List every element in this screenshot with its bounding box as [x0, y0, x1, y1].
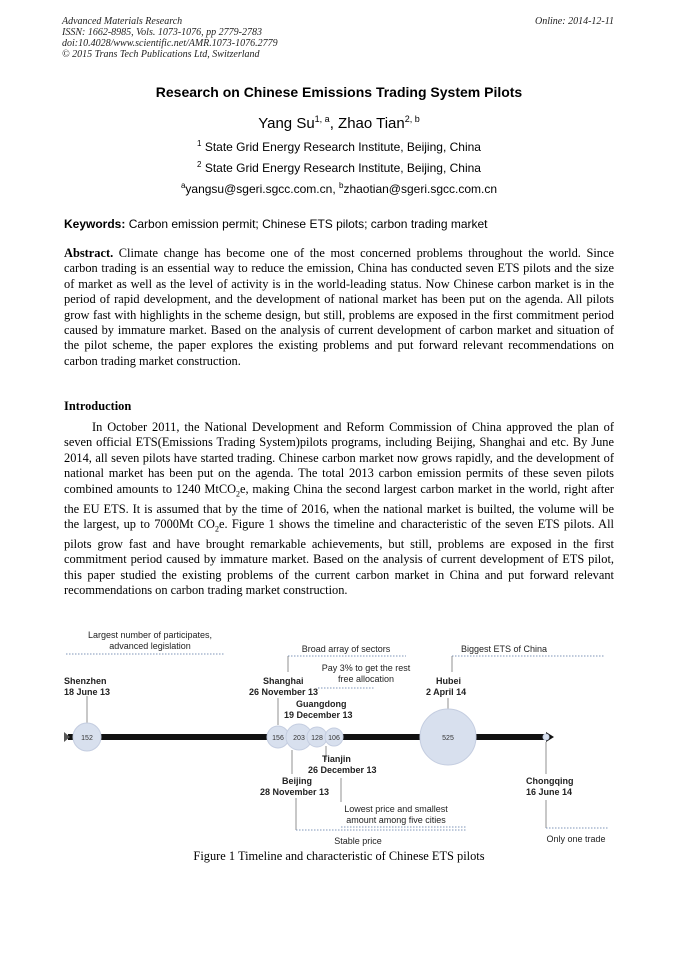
- shenzhen-value: 152: [81, 735, 93, 742]
- affiliation-2-text: State Grid Energy Research Institute, Beijing, China: [201, 161, 481, 175]
- email-a[interactable]: yangsu@sgeri.sgcc.com.cn,: [185, 182, 339, 196]
- shanghai-name: Shanghai: [263, 676, 304, 686]
- shanghai-date: 26 November 13: [249, 687, 319, 697]
- shenzhen-note-1: Largest number of participates,: [87, 630, 213, 640]
- shenzhen-name: Shenzhen: [64, 676, 107, 686]
- timeline-start-marker: [64, 732, 70, 742]
- shanghai-value: 156: [272, 735, 284, 742]
- doi: doi:10.4028/www.scientific.net/AMR.1073-1076.2779: [62, 38, 278, 49]
- beijing-value: 203: [293, 735, 305, 742]
- intro-text-2: e, making China the second largest carbon market in the world, right after the EU ETS. It is assumed that by the time of 2016, when the national market is builted, the volume will be the largest, up to 7000Mt CO: [64, 481, 614, 531]
- beijing-note: Stable price: [334, 836, 382, 846]
- abstract-text: Climate change has become one of the most concerned problems throughout the world. Since carbon trading is an essential way to reduce the emission, China has conducted seven ETS pilots and the size of market as well as the level of activity is in the world-leading status. Now Chinese carbon market is in the period of rapid development, and the development of national market has been put on the agenda. All pilots grow fast with highlights in the scheme design, but still, problems are exposed in the first commitment period caused by immature market. Based on the analysis of current development of carbon market and situation of the pilot scheme, the paper explores the existing problems and put forward relevant recommendations on carbon trading market construction.: [64, 246, 614, 368]
- shenzhen-date: 18 June 13: [64, 687, 111, 697]
- author-1: Yang Su: [258, 115, 315, 132]
- journal-header: [62, 16, 278, 60]
- section-heading-introduction: Introduction: [64, 399, 132, 413]
- tianjin-note-1: Lowest price and smallest: [344, 804, 448, 814]
- beijing-date: 28 November 13: [260, 787, 330, 797]
- online-date: Online: 2014-12-11: [535, 16, 614, 27]
- ets-timeline-figure: [56, 622, 616, 848]
- guangdong-value: 128: [311, 735, 323, 742]
- shenzhen-note-2: advanced legislation: [109, 641, 191, 651]
- author-2: Zhao Tian: [338, 115, 405, 132]
- abstract-label: Abstract.: [64, 246, 114, 260]
- issn: ISSN: 1662-8985, Vols. 1073-1076, pp 2779-2783: [62, 27, 262, 38]
- hubei-note: Biggest ETS of China: [460, 644, 548, 654]
- beijing-name: Beijing: [282, 776, 313, 786]
- guangdong-note-2: free allocation: [337, 674, 395, 684]
- keywords-text: Carbon emission permit; Chinese ETS pilots; carbon trading market: [125, 217, 488, 231]
- affiliation-1-text: State Grid Energy Research Institute, Beijing, China: [201, 140, 481, 154]
- hubei-name: Hubei: [436, 676, 462, 686]
- keywords: [64, 217, 488, 231]
- email-a-sup: a: [180, 181, 186, 190]
- abstract: [64, 246, 614, 369]
- email-b-sup: b: [338, 181, 344, 190]
- emails: [0, 181, 678, 196]
- author-1-sup: 1, a: [314, 114, 330, 124]
- tianjin-date: 26 December 13: [308, 765, 377, 775]
- guangdong-date: 19 December 13: [284, 710, 353, 720]
- chongqing-bubble: [543, 734, 549, 740]
- chongqing-name: Chongqing: [526, 776, 574, 786]
- affiliation-1: [0, 139, 678, 154]
- author-separator: ,: [329, 115, 339, 132]
- shanghai-note: Broad array of sectors: [301, 644, 391, 654]
- guangdong-note-1: Pay 3% to get the rest: [321, 663, 411, 673]
- co2-subscript-2: 2: [214, 524, 219, 534]
- hubei-value: 525: [442, 735, 454, 742]
- hubei-date: 2 April 14: [426, 687, 467, 697]
- figure-caption: Figure 1 Timeline and characteristic of Chinese ETS pilots: [193, 849, 485, 863]
- copyright: © 2015 Trans Tech Publications Ltd, Switzerland: [62, 49, 260, 60]
- introduction-paragraph: [64, 420, 614, 598]
- tianjin-name: Tianjin: [322, 754, 351, 764]
- affiliation-1-sup: 1: [197, 139, 202, 148]
- author-2-sup: 2, b: [404, 114, 420, 124]
- tianjin-value: 106: [328, 735, 340, 742]
- chongqing-note: Only one trade: [546, 834, 606, 844]
- affiliation-2: [0, 160, 678, 175]
- co2-subscript-1: 2: [236, 489, 241, 499]
- guangdong-name: Guangdong: [296, 699, 347, 709]
- intro-text-1: In October 2011, the National Development and Reform Commission of China approved the plan of seven official ETS(Emissions Trading System)pilots programs, including Beijing, Shanghai and etc. By June 2014, all seven pilots have started trading. Chinese carbon market now grows rapidly, and the development of national market has been put on the agenda. The total 2013 carbon emission permits of these seven pilots combined amounts to 1240 MtCO: [64, 420, 614, 496]
- intro-text-3: e. Figure 1 shows the timeline and characteristic of the seven ETS pilots. All pilots grow fast and have brought remarkable achievements, but still, problems are exposed in the first commitment period caused by immature market. Based on the analysis of current development of ETS pilot, this paper studied the existing problems of the current carbon market in China and put forward relevant recommendations on carbon trading market construction.: [64, 516, 614, 597]
- affiliation-2-sup: 2: [197, 160, 202, 169]
- keywords-label: Keywords:: [64, 217, 126, 231]
- paper-title: Research on Chinese Emissions Trading System Pilots: [155, 84, 523, 100]
- email-b[interactable]: zhaotian@sgeri.sgcc.com.cn: [343, 182, 498, 196]
- chongqing-date: 16 June 14: [526, 787, 573, 797]
- tianjin-note-2: amount among five cities: [346, 815, 446, 825]
- authors: [0, 114, 678, 132]
- journal-name: Advanced Materials Research: [62, 16, 183, 27]
